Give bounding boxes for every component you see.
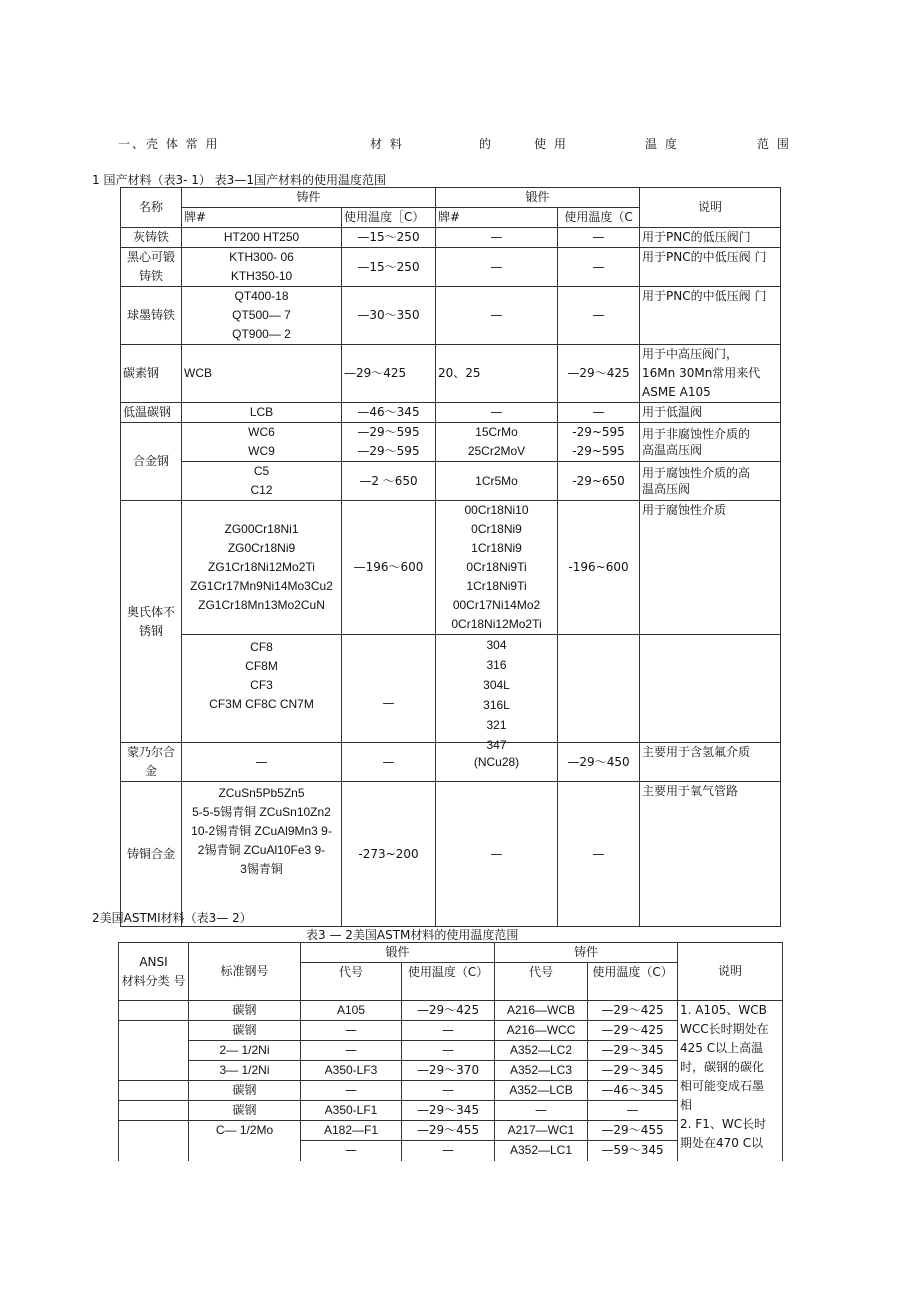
header-temp-forge: 使用温度（C	[558, 208, 640, 228]
std-grade: 碳钢	[189, 1021, 301, 1041]
header-brand: 牌#	[182, 208, 342, 228]
note	[640, 635, 781, 743]
table-2-caption: 表3 — 2美国ASTM材料的使用温度范围	[306, 928, 519, 942]
forge-grade: —	[436, 403, 558, 423]
forge-temp: —29～455	[402, 1121, 495, 1141]
cast-code: A216—WCC	[495, 1021, 588, 1041]
table-row	[121, 248, 781, 287]
section-1-label: 1 国产材料（表3- 1） 表3—1国产材料的使用温度范围	[92, 173, 386, 187]
material-name: 碳素钢	[121, 345, 182, 403]
note: 用于腐蚀性介质的高 温高压阀	[640, 462, 781, 501]
cast-temp: —30～350	[342, 287, 436, 345]
material-name: 铸铜合金	[121, 782, 182, 927]
note: 主要用于含氢氟介质	[640, 743, 781, 782]
table-row	[121, 501, 781, 635]
cast-temp: —59～345	[588, 1141, 678, 1161]
forge-code: —	[301, 1141, 402, 1161]
forge-grade: —	[436, 228, 558, 248]
cast-grade: CF8 CF8M CF3 CF3M CF8C CN7M	[182, 635, 342, 743]
cast-temp: —	[342, 743, 436, 782]
cast-temp: —	[588, 1101, 678, 1121]
forge-code: A350-LF1	[301, 1101, 402, 1121]
cast-code: A352—LC2	[495, 1041, 588, 1061]
ansi-class	[119, 1121, 189, 1161]
cast-code: A352—LCB	[495, 1081, 588, 1101]
forge-grade: 1Cr5Mo	[436, 462, 558, 501]
cast-temp: —46～345	[342, 403, 436, 423]
forge-grade: 00Cr18Ni10 0Cr18Ni9 1Cr18Ni9 0Cr18Ni9Ti 1Cr18Ni9Ti 00Cr17Ni14Mo2 0Cr18Ni12Mo2Ti	[436, 501, 558, 635]
forge-grade: —	[436, 248, 558, 287]
note: 主要用于氧气管路	[640, 782, 781, 927]
material-name: 灰铸铁	[121, 228, 182, 248]
forge-code: A182—F1	[301, 1121, 402, 1141]
cast-grade: ZCuSn5Pb5Zn5 5-5-5锡青铜 ZCuSn10Zn2 10-2锡青铜 ZCuAl9Mn3 9- 2锡青铜 ZCuAl10Fe3 9- 3锡青铜	[182, 782, 342, 927]
cast-code: A217—WC1	[495, 1121, 588, 1141]
ansi-class	[119, 1101, 189, 1121]
note: 用于低温阀	[640, 403, 781, 423]
cast-grade: —	[182, 743, 342, 782]
forge-temp: —29～450	[558, 743, 640, 782]
header-cast: 铸件	[495, 943, 678, 963]
cast-temp: —29～345	[588, 1041, 678, 1061]
forge-code: —	[301, 1081, 402, 1101]
forge-code: A350-LF3	[301, 1061, 402, 1081]
header-code: 代号	[301, 963, 402, 1001]
forge-temp: —29～345	[402, 1101, 495, 1121]
material-name: 黑心可锻 铸铁	[121, 248, 182, 287]
forge-temp: —	[402, 1141, 495, 1161]
header-note: 说明	[678, 943, 783, 1001]
material-name: 蒙乃尔合 金	[121, 743, 182, 782]
header-forge: 锻件	[436, 188, 640, 208]
cast-grade: QT400-18 QT500— 7 QT900— 2	[182, 287, 342, 345]
note: 用于PNC的中低压阀 门	[640, 287, 781, 345]
note: 用于PNC的中低压阀 门	[640, 248, 781, 287]
table-row	[121, 462, 781, 501]
forge-temp: —	[402, 1021, 495, 1041]
header-temp-cast: 使用温度（C）	[588, 963, 678, 1001]
forge-grade: 15CrMo 25Cr2MoV	[436, 423, 558, 462]
forge-temp: —	[558, 403, 640, 423]
forge-code: —	[301, 1041, 402, 1061]
cast-code: A352—LC3	[495, 1061, 588, 1081]
std-grade: 2— 1/2Ni	[189, 1041, 301, 1061]
std-grade: 碳钢	[189, 1081, 301, 1101]
std-grade: 3— 1/2Ni	[189, 1061, 301, 1081]
cast-temp: —29～595 —29～595	[342, 423, 436, 462]
note: 1. A105、WCB WCC长时期处在 425 C以上高温 时，碳钢的碳化 相可能变成石墨 相 2. F1、WC长时 期处在470 C以	[678, 1001, 783, 1161]
forge-temp: -196~600	[558, 501, 640, 635]
forge-temp: —	[558, 248, 640, 287]
table-row	[121, 423, 781, 462]
material-name: 球墨铸铁	[121, 287, 182, 345]
cast-temp: —46～345	[588, 1081, 678, 1101]
cast-grade: C5 C12	[182, 462, 342, 501]
section-2-label: 2美国ASTMI材料（表3— 2）	[92, 911, 252, 925]
std-grade: 碳钢	[189, 1001, 301, 1021]
cast-temp: —2 ～650	[342, 462, 436, 501]
forge-grade: —	[436, 287, 558, 345]
cast-temp: —29～425	[588, 1021, 678, 1041]
forge-code: A105	[301, 1001, 402, 1021]
forge-temp: —	[558, 287, 640, 345]
forge-temp: —	[402, 1081, 495, 1101]
table-row	[121, 743, 781, 782]
forge-grade: 304 316 304L 316L 321 347	[436, 635, 558, 743]
forge-temp: —29～370	[402, 1061, 495, 1081]
header-temp: 使用温度（C）	[402, 963, 495, 1001]
cast-temp: —	[342, 635, 436, 743]
forge-grade: (NCu28)	[436, 743, 558, 782]
cast-temp: —29～425	[342, 345, 436, 403]
forge-temp: -29~595 -29~595	[558, 423, 640, 462]
forge-temp: —	[558, 782, 640, 927]
cast-grade: WC6 WC9	[182, 423, 342, 462]
header-brand-forge: 牌#	[436, 208, 558, 228]
material-name: 合金钢	[121, 423, 182, 501]
header-note: 说明	[640, 188, 781, 228]
forge-temp: —29～425	[558, 345, 640, 403]
material-name: 奥氏体不 锈钢	[121, 501, 182, 743]
header-std: 标准钢号	[189, 943, 301, 1001]
table-row	[121, 403, 781, 423]
header-cast: 铸件	[182, 188, 436, 208]
cast-code: A216—WCB	[495, 1001, 588, 1021]
cast-temp: -273~200	[342, 782, 436, 927]
heading-part: 使 用	[534, 137, 568, 151]
header-name: 名称	[121, 188, 182, 228]
table-row	[121, 228, 781, 248]
cast-code: A352—LC1	[495, 1141, 588, 1161]
heading-part: 一、壳 体 常 用	[118, 137, 220, 151]
header-forge: 锻件	[301, 943, 495, 963]
std-grade: C— 1/2Mo	[189, 1121, 301, 1161]
heading-part: 范 围	[757, 137, 791, 151]
std-grade: 碳钢	[189, 1101, 301, 1121]
ansi-class	[119, 1001, 189, 1021]
cast-grade: HT200 HT250	[182, 228, 342, 248]
heading-part: 材 料	[370, 137, 404, 151]
forge-temp: —	[402, 1041, 495, 1061]
cast-temp: —29～425	[588, 1001, 678, 1021]
heading-part: 温 度	[645, 137, 679, 151]
cast-grade: LCB	[182, 403, 342, 423]
cast-code: —	[495, 1101, 588, 1121]
forge-temp: —	[558, 228, 640, 248]
ansi-class	[119, 1081, 189, 1101]
astm-materials-table	[118, 942, 783, 1161]
cast-grade: KTH300- 06 KTH350-10	[182, 248, 342, 287]
cast-grade: ZG00Cr18Ni1 ZG0Cr18Ni9 ZG1Cr18Ni12Mo2Ti ZG1Cr17Mn9Ni14Mo3Cu2 ZG1Cr18Mn13Mo2CuN	[182, 501, 342, 635]
note: 用于PNC的低压阀门	[640, 228, 781, 248]
heading-part: 的	[479, 137, 494, 151]
cast-temp: —29～455	[588, 1121, 678, 1141]
header-code-cast: 代号	[495, 963, 588, 1001]
table-row	[119, 1001, 783, 1021]
note: 用于中高压阀门， 16Mn 30Mn常用来代 ASME A105	[640, 345, 781, 403]
cast-temp: —15～250	[342, 228, 436, 248]
forge-grade: —	[436, 782, 558, 927]
domestic-materials-table	[120, 187, 781, 927]
table-row	[121, 345, 781, 403]
material-name: 低温碳钢	[121, 403, 182, 423]
cast-temp: —29～345	[588, 1061, 678, 1081]
cast-temp: —196～600	[342, 501, 436, 635]
forge-temp: -29~650	[558, 462, 640, 501]
forge-temp	[558, 635, 640, 743]
cast-grade: WCB	[182, 345, 342, 403]
table-row	[121, 782, 781, 927]
forge-code: —	[301, 1021, 402, 1041]
table-row	[121, 287, 781, 345]
header-ansi: ANSI 材料分类 号	[119, 943, 189, 1001]
header-temp: 使用温度［C）	[342, 208, 436, 228]
note: 用于腐蚀性介质	[640, 501, 781, 635]
forge-temp: —29～425	[402, 1001, 495, 1021]
forge-grade: 20、25	[436, 345, 558, 403]
cast-temp: —15～250	[342, 248, 436, 287]
table-row	[121, 635, 781, 743]
note: 用于非腐蚀性介质的 高温高压阀	[640, 423, 781, 462]
ansi-class	[119, 1021, 189, 1081]
